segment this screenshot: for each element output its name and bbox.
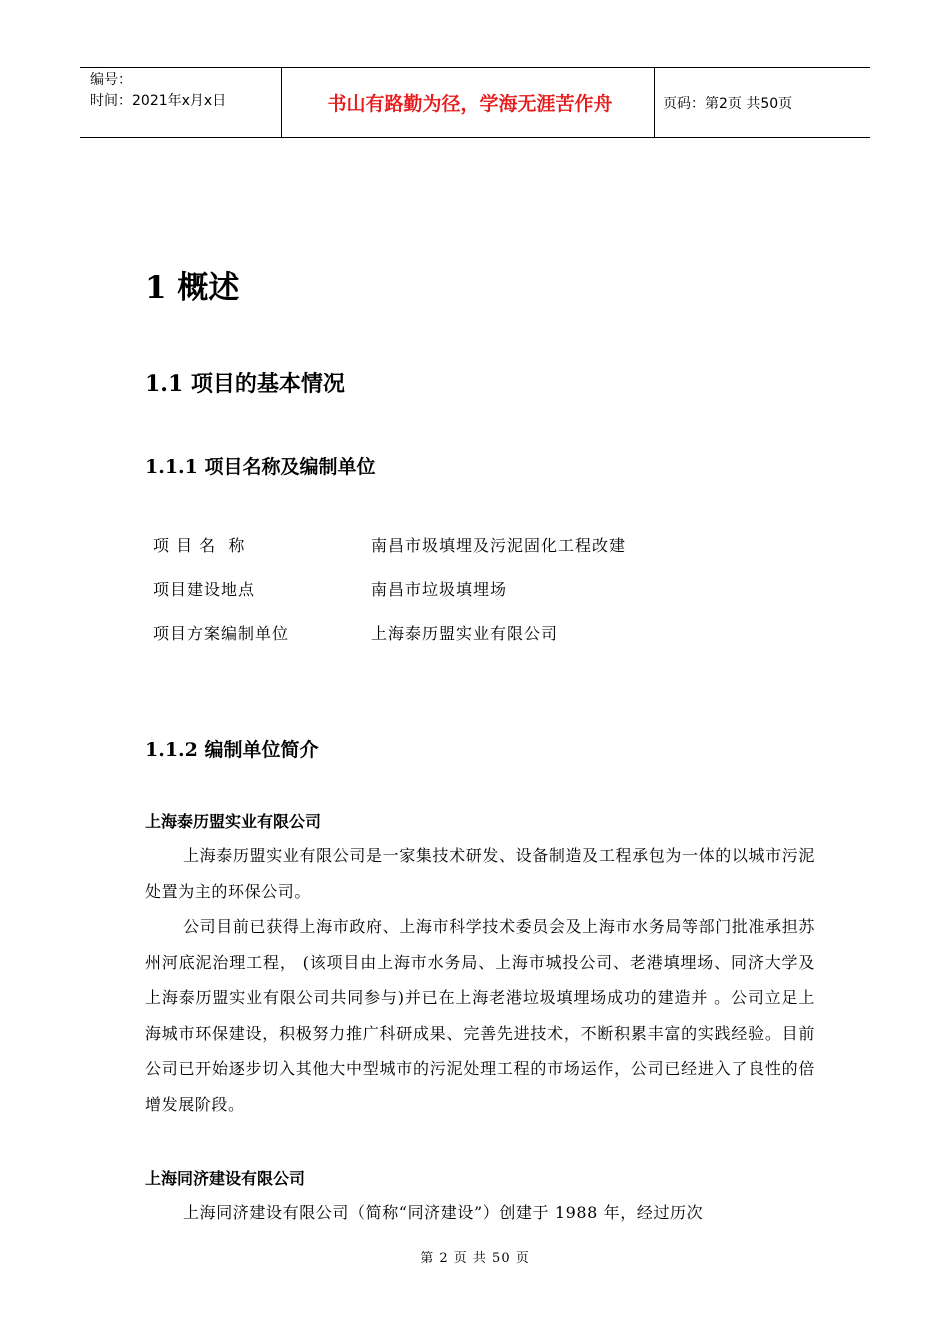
- company-2-paragraph-1: 上海同济建设有限公司（简称“同济建设”）创建于 1988 年，经过历次: [183, 1203, 704, 1222]
- document-time-label: 时间：2021年x月x日: [90, 93, 227, 109]
- info-label: 项目方案编制单位: [153, 624, 290, 643]
- subsection-title-company-intro: 1.1.2 编制单位简介: [145, 739, 319, 761]
- info-value: 上海泰历盟实业有限公司: [371, 624, 559, 643]
- document-number-label: 编号：: [90, 72, 132, 88]
- subsection-title-project-name: 1.1.1 项目名称及编制单位: [145, 456, 376, 478]
- info-label: 项 目 名 称: [153, 536, 246, 555]
- page-footer: 第 2 页 共 50 页: [420, 1251, 530, 1266]
- company-1-name: 上海泰历盟实业有限公司: [145, 812, 322, 831]
- company-2-name: 上海同济建设有限公司: [145, 1169, 306, 1188]
- section-title: 1.1 项目的基本情况: [145, 371, 345, 397]
- page-header: [80, 67, 870, 138]
- info-label: 项目建设地点: [153, 580, 256, 599]
- header-meta: [80, 68, 282, 137]
- header-page-info: 页码：第2页 共50页: [663, 95, 793, 112]
- company-1-paragraph-2: 公司目前已获得上海市政府、上海市科学技术委员会及上海市水务局等部门批准承担苏州河底泥治理工程， (该项目由上海市水务局、上海市城投公司、老港填埋场、同济大学及上海泰历盟实业有限公司共同参与)并已在上海老港垃圾填埋场成功的建造并 。公司立足上海城市环保建设，积极努力推广科研成果、完善先进技术，不断积累丰富的实践经验。目前公司已开始逐步切入其他大中型城市的污泥处理工程的市场运作，公司已经进入了良性的倍增发展阶段。: [145, 917, 815, 1114]
- chapter-title: 1 概述: [145, 270, 240, 306]
- company-1-paragraph-1: 上海泰历盟实业有限公司是一家集技术研发、设备制造及工程承包为一体的以城市污泥处置为主的环保公司。: [145, 846, 815, 901]
- header-motto: 书山有路勤为径，学海无涯苦作舟: [282, 68, 655, 137]
- info-value: 南昌市圾填埋及污泥固化工程改建: [371, 536, 627, 555]
- info-value: 南昌市垃圾填埋场: [371, 580, 508, 599]
